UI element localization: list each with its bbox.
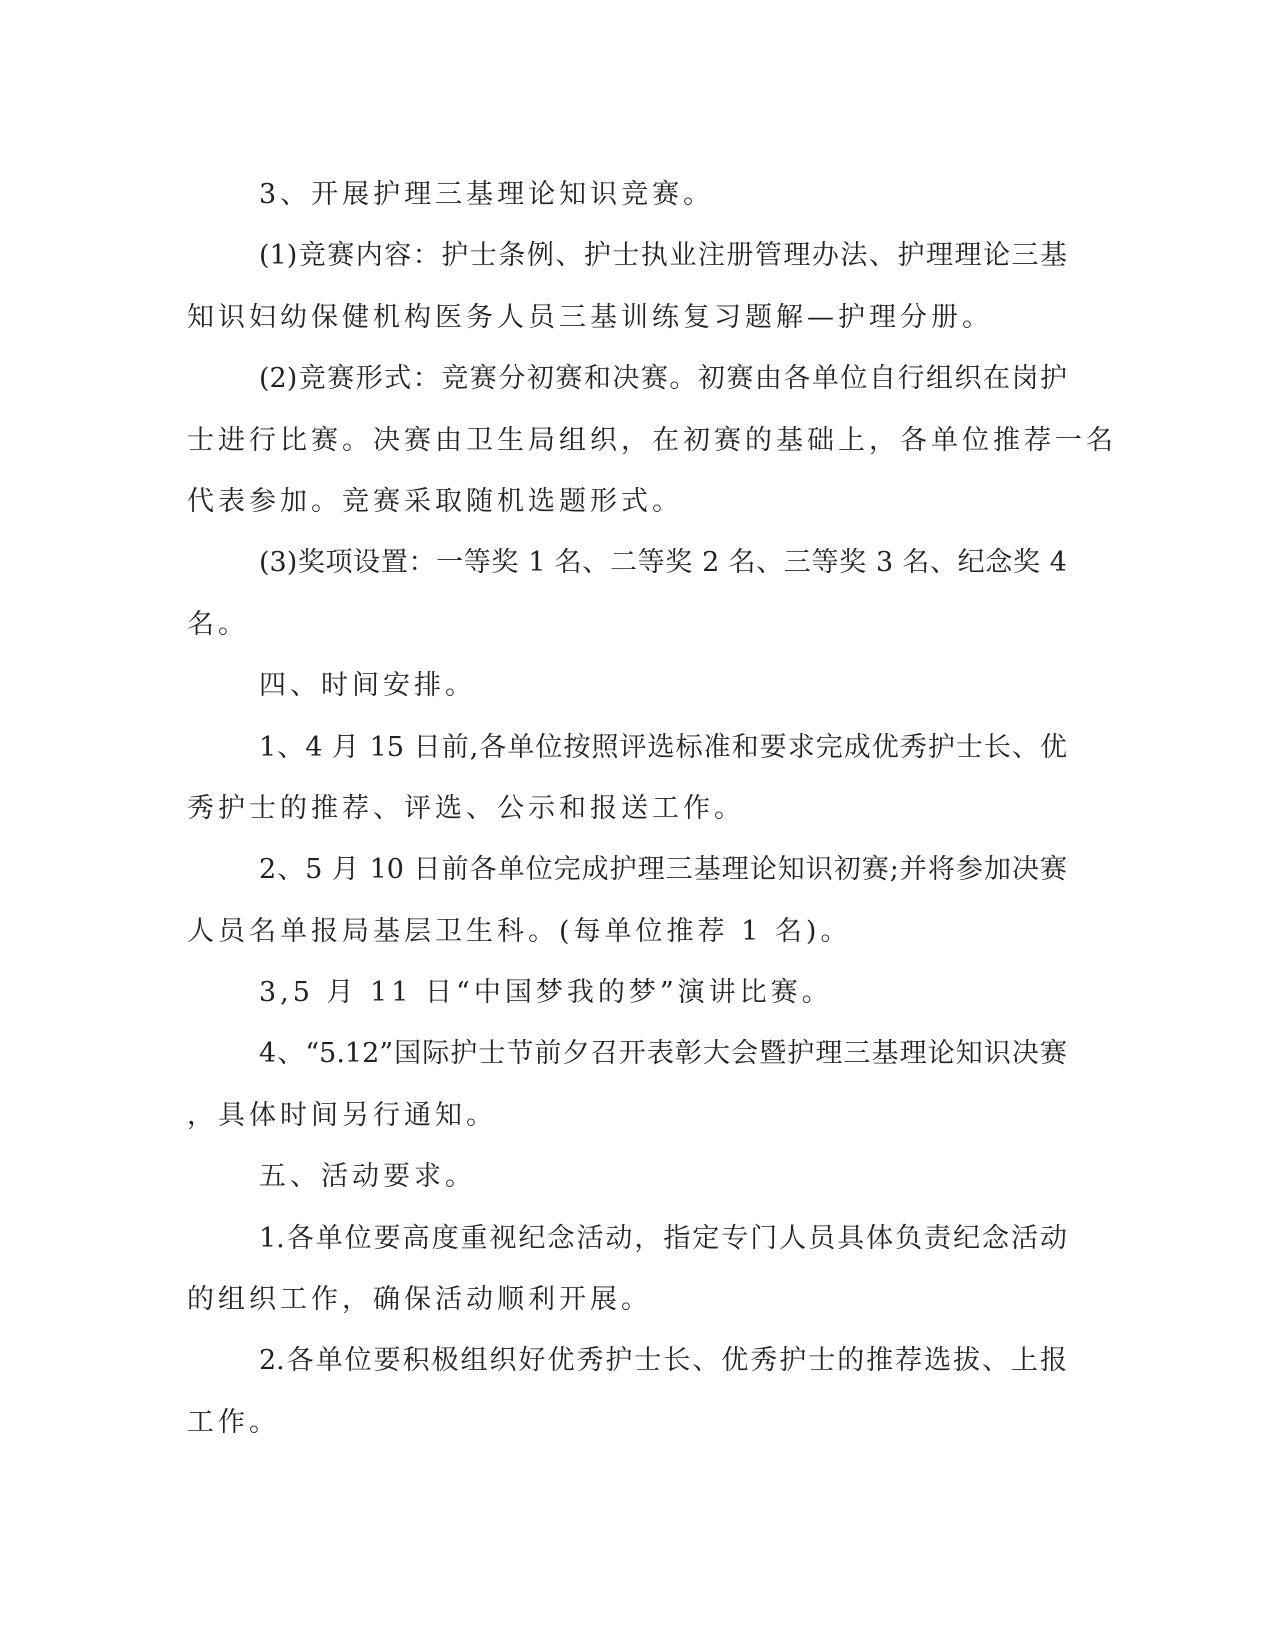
section-heading-requirements: 五、活动要求。 bbox=[259, 1161, 476, 1193]
paragraph-line: (2)竞赛形式：竞赛分初赛和决赛。初赛由各单位自行组织在岗护 bbox=[259, 363, 1067, 395]
paragraph-line: 秀护士的推荐、评选、公示和报送工作。 bbox=[187, 792, 745, 824]
paragraph-line: 1、4 月 15 日前,各单位按照评选标准和要求完成优秀护士长、优 bbox=[259, 731, 1067, 763]
section-heading-schedule: 四、时间安排。 bbox=[259, 670, 476, 702]
paragraph-line: ，具体时间另行通知。 bbox=[187, 1099, 497, 1131]
paragraph-line: 知识妇幼保健机构医务人员三基训练复习题解—护理分册。 bbox=[187, 301, 993, 333]
paragraph-line: 1.各单位要高度重视纪念活动，指定专门人员具体负责纪念活动 bbox=[259, 1222, 1067, 1254]
paragraph-line: 工作。 bbox=[187, 1406, 280, 1438]
paragraph-line: 人员名单报局基层卫生科。(每单位推荐 1 名)。 bbox=[187, 915, 852, 947]
paragraph-line: 2.各单位要积极组织好优秀护士长、优秀护士的推荐选拔、上报 bbox=[259, 1345, 1067, 1377]
paragraph-line: (3)奖项设置：一等奖 1 名、二等奖 2 名、三等奖 3 名、纪念奖 4 bbox=[259, 547, 1067, 579]
paragraph-line: 士进行比赛。决赛由卫生局组织，在初赛的基础上，各单位推荐一名 bbox=[187, 424, 1117, 456]
paragraph-line: 名。 bbox=[187, 608, 249, 640]
paragraph-line: 代表参加。竞赛采取随机选题形式。 bbox=[187, 485, 683, 517]
paragraph-heading-competition: 3、开展护理三基理论知识竞赛。 bbox=[259, 179, 715, 210]
paragraph-line: 4、“5.12”国际护士节前夕召开表彰大会暨护理三基理论知识决赛 bbox=[259, 1038, 1067, 1070]
paragraph-line: (1)竞赛内容：护士条例、护士执业注册管理办法、护理理论三基 bbox=[259, 240, 1067, 272]
document-body bbox=[187, 164, 1117, 1453]
paragraph-line: 的组织工作，确保活动顺利开展。 bbox=[187, 1284, 652, 1316]
paragraph-line: 2、5 月 10 日前各单位完成护理三基理论知识初赛;并将参加决赛 bbox=[259, 854, 1067, 886]
paragraph-line: 3,5 月 11 日“中国梦我的梦”演讲比赛。 bbox=[259, 977, 833, 1009]
